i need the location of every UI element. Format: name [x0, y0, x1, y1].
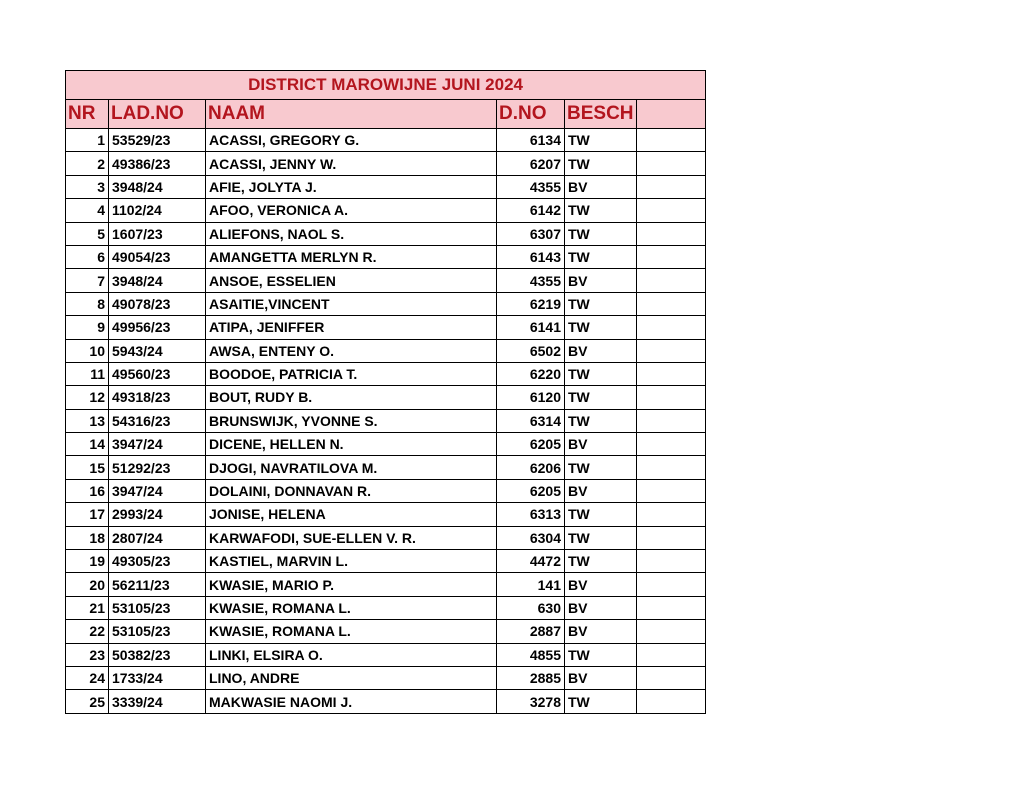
- cell-d-no: 141: [497, 573, 565, 596]
- table-row: [66, 386, 706, 409]
- cell-lad-no: 49386/23: [109, 152, 206, 175]
- header-row: [66, 100, 706, 129]
- cell-naam: DICENE, HELLEN N.: [206, 433, 497, 456]
- cell-nr: 24: [66, 666, 109, 689]
- header-besch: BESCH: [565, 100, 637, 129]
- cell-besch: TW: [565, 199, 637, 222]
- cell-nr: 19: [66, 550, 109, 573]
- cell-besch: TW: [565, 222, 637, 245]
- cell-extra: [637, 129, 706, 152]
- table-row: [66, 362, 706, 385]
- cell-d-no: 6219: [497, 292, 565, 315]
- cell-lad-no: 1607/23: [109, 222, 206, 245]
- cell-nr: 1: [66, 129, 109, 152]
- cell-besch: TW: [565, 503, 637, 526]
- table-row: [66, 245, 706, 268]
- cell-besch: TW: [565, 292, 637, 315]
- table-row: [66, 503, 706, 526]
- cell-d-no: 6207: [497, 152, 565, 175]
- table-row: [66, 690, 706, 713]
- table-row: [66, 456, 706, 479]
- cell-naam: KARWAFODI, SUE-ELLEN V. R.: [206, 526, 497, 549]
- table-row: [66, 316, 706, 339]
- cell-nr: 4: [66, 199, 109, 222]
- table-row: [66, 199, 706, 222]
- table-body: [66, 129, 706, 714]
- cell-lad-no: 3948/24: [109, 269, 206, 292]
- cell-lad-no: 49054/23: [109, 245, 206, 268]
- cell-nr: 18: [66, 526, 109, 549]
- cell-besch: BV: [565, 339, 637, 362]
- cell-nr: 2: [66, 152, 109, 175]
- cell-extra: [637, 526, 706, 549]
- cell-d-no: 2885: [497, 666, 565, 689]
- cell-lad-no: 51292/23: [109, 456, 206, 479]
- cell-lad-no: 3947/24: [109, 479, 206, 502]
- cell-extra: [637, 643, 706, 666]
- cell-d-no: 6141: [497, 316, 565, 339]
- cell-d-no: 6205: [497, 479, 565, 502]
- cell-nr: 25: [66, 690, 109, 713]
- cell-besch: TW: [565, 409, 637, 432]
- table-title: DISTRICT MAROWIJNE JUNI 2024: [66, 71, 706, 100]
- cell-naam: LINKI, ELSIRA O.: [206, 643, 497, 666]
- cell-extra: [637, 573, 706, 596]
- table-row: [66, 292, 706, 315]
- cell-besch: TW: [565, 690, 637, 713]
- cell-naam: BRUNSWIJK, YVONNE S.: [206, 409, 497, 432]
- cell-naam: KWASIE, ROMANA L.: [206, 620, 497, 643]
- cell-lad-no: 49078/23: [109, 292, 206, 315]
- cell-naam: AFIE, JOLYTA J.: [206, 175, 497, 198]
- cell-naam: ACASSI, GREGORY G.: [206, 129, 497, 152]
- header-extra: [637, 100, 706, 129]
- cell-extra: [637, 503, 706, 526]
- header-lad-no: LAD.NO: [109, 100, 206, 129]
- cell-lad-no: 5943/24: [109, 339, 206, 362]
- cell-d-no: 6143: [497, 245, 565, 268]
- cell-besch: BV: [565, 175, 637, 198]
- cell-lad-no: 3947/24: [109, 433, 206, 456]
- cell-nr: 8: [66, 292, 109, 315]
- cell-lad-no: 3948/24: [109, 175, 206, 198]
- cell-d-no: 6142: [497, 199, 565, 222]
- cell-naam: ANSOE, ESSELIEN: [206, 269, 497, 292]
- cell-d-no: 6205: [497, 433, 565, 456]
- cell-nr: 21: [66, 596, 109, 619]
- cell-extra: [637, 666, 706, 689]
- cell-nr: 13: [66, 409, 109, 432]
- cell-besch: BV: [565, 596, 637, 619]
- cell-d-no: 6220: [497, 362, 565, 385]
- cell-naam: ASAITIE,VINCENT: [206, 292, 497, 315]
- cell-naam: ALIEFONS, NAOL S.: [206, 222, 497, 245]
- cell-d-no: 6120: [497, 386, 565, 409]
- cell-lad-no: 49305/23: [109, 550, 206, 573]
- table-row: [66, 152, 706, 175]
- cell-nr: 6: [66, 245, 109, 268]
- cell-nr: 16: [66, 479, 109, 502]
- cell-d-no: 4472: [497, 550, 565, 573]
- cell-extra: [637, 386, 706, 409]
- cell-nr: 12: [66, 386, 109, 409]
- cell-lad-no: 3339/24: [109, 690, 206, 713]
- header-d-no: D.NO: [497, 100, 565, 129]
- cell-lad-no: 56211/23: [109, 573, 206, 596]
- cell-nr: 11: [66, 362, 109, 385]
- cell-besch: TW: [565, 456, 637, 479]
- cell-naam: BOODOE, PATRICIA T.: [206, 362, 497, 385]
- cell-d-no: 6304: [497, 526, 565, 549]
- cell-extra: [637, 292, 706, 315]
- cell-besch: TW: [565, 245, 637, 268]
- cell-nr: 7: [66, 269, 109, 292]
- cell-extra: [637, 456, 706, 479]
- cell-naam: JONISE, HELENA: [206, 503, 497, 526]
- cell-nr: 22: [66, 620, 109, 643]
- header-naam: NAAM: [206, 100, 497, 129]
- cell-lad-no: 50382/23: [109, 643, 206, 666]
- cell-lad-no: 49318/23: [109, 386, 206, 409]
- table-row: [66, 550, 706, 573]
- cell-nr: 17: [66, 503, 109, 526]
- cell-nr: 10: [66, 339, 109, 362]
- table-row: [66, 129, 706, 152]
- cell-d-no: 6206: [497, 456, 565, 479]
- cell-naam: ATIPA, JENIFFER: [206, 316, 497, 339]
- cell-naam: AWSA, ENTENY O.: [206, 339, 497, 362]
- cell-lad-no: 49956/23: [109, 316, 206, 339]
- cell-extra: [637, 199, 706, 222]
- cell-lad-no: 1733/24: [109, 666, 206, 689]
- cell-naam: ACASSI, JENNY W.: [206, 152, 497, 175]
- cell-d-no: 630: [497, 596, 565, 619]
- table-row: [66, 620, 706, 643]
- cell-extra: [637, 222, 706, 245]
- cell-extra: [637, 152, 706, 175]
- cell-extra: [637, 269, 706, 292]
- spreadsheet-page: [65, 70, 705, 714]
- cell-naam: AFOO, VERONICA A.: [206, 199, 497, 222]
- cell-besch: TW: [565, 386, 637, 409]
- register-table: [65, 70, 706, 714]
- cell-lad-no: 54316/23: [109, 409, 206, 432]
- cell-nr: 15: [66, 456, 109, 479]
- cell-d-no: 2887: [497, 620, 565, 643]
- cell-besch: BV: [565, 479, 637, 502]
- cell-nr: 3: [66, 175, 109, 198]
- cell-naam: DOLAINI, DONNAVAN R.: [206, 479, 497, 502]
- cell-extra: [637, 550, 706, 573]
- cell-d-no: 4355: [497, 175, 565, 198]
- table-row: [66, 222, 706, 245]
- cell-naam: DJOGI, NAVRATILOVA M.: [206, 456, 497, 479]
- cell-lad-no: 53105/23: [109, 620, 206, 643]
- cell-nr: 20: [66, 573, 109, 596]
- cell-d-no: 6307: [497, 222, 565, 245]
- cell-d-no: 6313: [497, 503, 565, 526]
- cell-besch: TW: [565, 526, 637, 549]
- cell-naam: LINO, ANDRE: [206, 666, 497, 689]
- table-row: [66, 596, 706, 619]
- cell-d-no: 4855: [497, 643, 565, 666]
- cell-d-no: 6502: [497, 339, 565, 362]
- cell-besch: TW: [565, 362, 637, 385]
- cell-nr: 9: [66, 316, 109, 339]
- cell-lad-no: 49560/23: [109, 362, 206, 385]
- cell-besch: TW: [565, 316, 637, 339]
- table-row: [66, 643, 706, 666]
- cell-extra: [637, 362, 706, 385]
- cell-besch: TW: [565, 550, 637, 573]
- cell-d-no: 4355: [497, 269, 565, 292]
- table-row: [66, 269, 706, 292]
- cell-lad-no: 2807/24: [109, 526, 206, 549]
- table-row: [66, 526, 706, 549]
- cell-nr: 23: [66, 643, 109, 666]
- cell-naam: MAKWASIE NAOMI J.: [206, 690, 497, 713]
- table-row: [66, 433, 706, 456]
- cell-d-no: 6134: [497, 129, 565, 152]
- cell-besch: TW: [565, 129, 637, 152]
- table-row: [66, 573, 706, 596]
- table-row: [66, 175, 706, 198]
- cell-lad-no: 2993/24: [109, 503, 206, 526]
- cell-naam: KWASIE, MARIO P.: [206, 573, 497, 596]
- title-row: [66, 71, 706, 100]
- cell-nr: 5: [66, 222, 109, 245]
- cell-besch: TW: [565, 643, 637, 666]
- cell-extra: [637, 690, 706, 713]
- cell-extra: [637, 479, 706, 502]
- cell-extra: [637, 620, 706, 643]
- cell-extra: [637, 596, 706, 619]
- cell-naam: KASTIEL, MARVIN L.: [206, 550, 497, 573]
- table-row: [66, 339, 706, 362]
- table-row: [66, 409, 706, 432]
- cell-extra: [637, 433, 706, 456]
- cell-naam: KWASIE, ROMANA L.: [206, 596, 497, 619]
- cell-d-no: 6314: [497, 409, 565, 432]
- cell-lad-no: 53105/23: [109, 596, 206, 619]
- cell-extra: [637, 339, 706, 362]
- cell-besch: BV: [565, 269, 637, 292]
- cell-besch: BV: [565, 433, 637, 456]
- table-row: [66, 479, 706, 502]
- cell-extra: [637, 175, 706, 198]
- cell-lad-no: 1102/24: [109, 199, 206, 222]
- cell-besch: TW: [565, 152, 637, 175]
- cell-naam: BOUT, RUDY B.: [206, 386, 497, 409]
- cell-extra: [637, 409, 706, 432]
- cell-besch: BV: [565, 666, 637, 689]
- table-row: [66, 666, 706, 689]
- cell-extra: [637, 316, 706, 339]
- cell-extra: [637, 245, 706, 268]
- cell-nr: 14: [66, 433, 109, 456]
- cell-lad-no: 53529/23: [109, 129, 206, 152]
- cell-besch: BV: [565, 573, 637, 596]
- cell-besch: BV: [565, 620, 637, 643]
- header-nr: NR: [66, 100, 109, 129]
- cell-d-no: 3278: [497, 690, 565, 713]
- cell-naam: AMANGETTA MERLYN R.: [206, 245, 497, 268]
